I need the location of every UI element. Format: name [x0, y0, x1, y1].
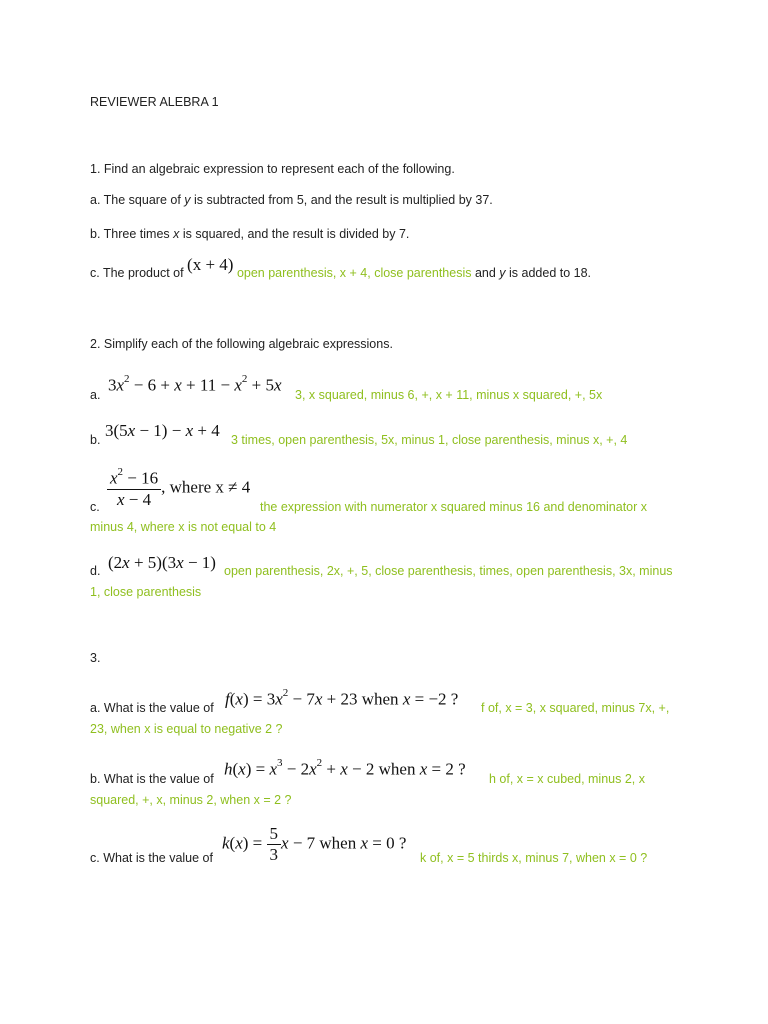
- document-title: REVIEWER ALEBRA 1: [90, 95, 219, 109]
- q1-prompt: 1. Find an algebraic expression to represent each of the following.: [90, 162, 455, 176]
- q3a-alt-line-1: f of, x = 3, x squared, minus 7x, +,: [481, 701, 670, 715]
- q2c-math-expression: [107, 468, 250, 510]
- q2d-math-expression: (2x + 5)(3x − 1): [108, 553, 216, 572]
- q1c-alt-text: open parenthesis, x + 4, close parenthesis: [236, 266, 472, 280]
- q1-item-a: a. The square of y is subtracted from 5, and the result is multiplied by 37.: [90, 193, 493, 207]
- q2d-alt-line-1: open parenthesis, 2x, +, 5, close parenthesis, times, open parenthesis, 3x, minus: [224, 564, 673, 578]
- q2c-label: c.: [90, 500, 100, 514]
- q3b-math-expression: $h(x) = x^3 - 2x^2 + x - 2$ when x = 2 ?: [224, 757, 466, 779]
- q3c-prompt: c. What is the value of: [90, 851, 213, 865]
- q2a-label: a.: [90, 388, 101, 402]
- q2d-label: d.: [90, 564, 101, 578]
- q2b-alt-text: 3 times, open parenthesis, 5x, minus 1, close parenthesis, minus x, +, 4: [231, 433, 628, 447]
- q3c-fraction: $\frac{5}{3}$: [267, 824, 282, 865]
- q3b-alt-line-1: h of, x = x cubed, minus 2, x: [489, 772, 645, 786]
- q3a-math-expression: $f(x) = 3x^2 - 7x + 23$ when x = −2 ?: [225, 687, 459, 709]
- q1-item-c: c. The product of (x + 4) open parenthesis, x + 4, close parenthesis and y is added to 18.: [90, 255, 592, 280]
- q1-item-b: b. Three times x is squared, and the result is divided by 7.: [90, 227, 410, 241]
- q2a-alt-text: 3, x squared, minus 6, +, x + 11, minus x squared, +, 5x: [295, 388, 603, 402]
- q2c-where-clause: , where x ≠ 4: [161, 477, 251, 497]
- q1c-math-expression: (x + 4): [187, 255, 234, 274]
- q3b-prompt: b. What is the value of: [90, 772, 214, 786]
- q3b-alt-line-2: squared, +, x, minus 2, when x = 2 ?: [90, 793, 292, 807]
- q2a-math-expression: $3x^2 - 6 + x + 11 - x^2 + 5x$: [108, 373, 282, 395]
- q2-prompt: 2. Simplify each of the following algebraic expressions.: [90, 337, 393, 351]
- q3c-math-expression: k(x) = $\frac{5}{3}$ x − 7 when x = 0 ?: [222, 824, 407, 864]
- q2b-label: b.: [90, 433, 101, 447]
- q3a-prompt: a. What is the value of: [90, 701, 214, 715]
- q3-number: 3.: [90, 651, 101, 665]
- q2b-math-expression: 3(5x − 1) − x + 4: [105, 421, 220, 440]
- q3c-alt-text: k of, x = 5 thirds x, minus 7, when x = 0 ?: [420, 851, 648, 865]
- q2c-alt-line-1: the expression with numerator x squared minus 16 and denominator x: [260, 500, 648, 514]
- q2c-fraction: $\frac{x^2 - 16}{x - 4}$: [107, 468, 161, 510]
- q2d-alt-line-2: 1, close parenthesis: [90, 585, 202, 599]
- q3a-alt-line-2: 23, when x is equal to negative 2 ?: [90, 722, 283, 736]
- q2c-alt-line-2: minus 4, where x is not equal to 4: [90, 520, 277, 534]
